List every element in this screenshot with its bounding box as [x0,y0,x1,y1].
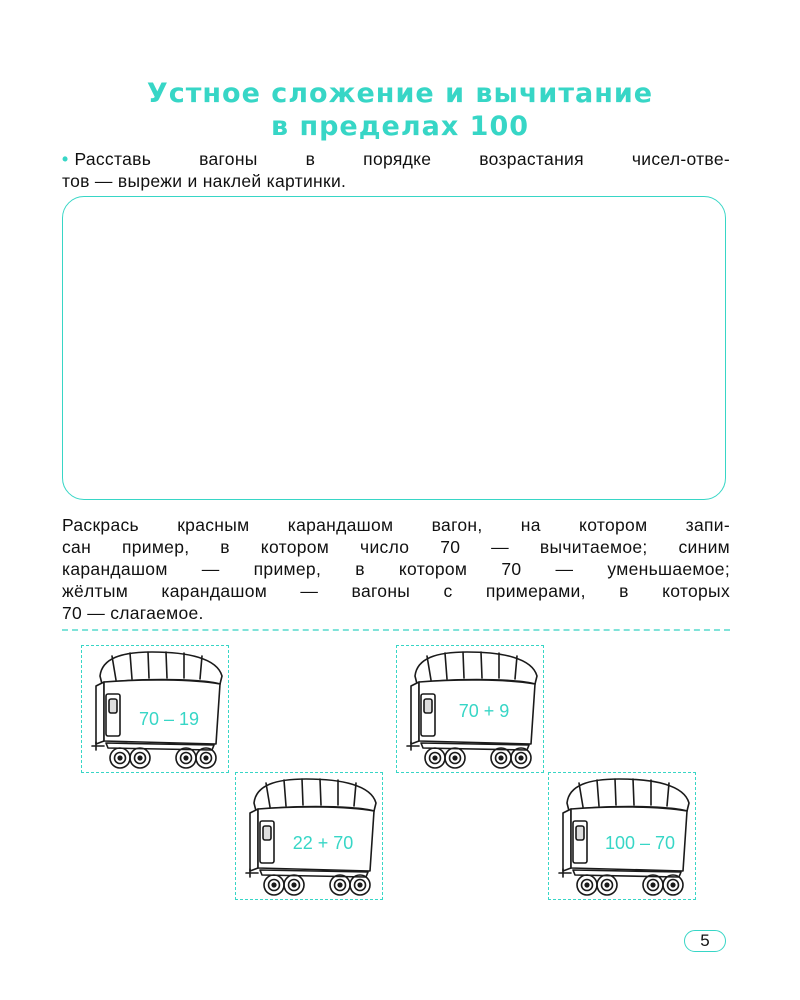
cut-line [62,629,730,631]
wagon-card[interactable] [235,772,383,900]
paragraph-line: 70 — слагаемое. [62,603,204,623]
wagon-card[interactable] [396,645,544,773]
wagon-card[interactable] [81,645,229,773]
paragraph-line: жёлтым карандашом — вагоны с примерами, в которых [62,581,730,601]
bullet-icon: • [62,149,69,169]
instruction-line2: тов — вырежи и наклей картинки. [62,171,347,191]
paragraph-line: Раскрась красным карандашом вагон, на котором запи- [62,515,730,535]
paragraph-line: карандашом — пример, в котором 70 — уменьшаемое; [62,559,730,579]
paragraph-line: сан пример, в котором число 70 — вычитаемое; синим [62,537,730,557]
wagon-expression: 100 – 70 [604,833,676,853]
instruction-line1 [62,148,730,170]
wagon-expression: 22 + 70 [292,833,354,853]
wagon-expression: 70 + 9 [458,701,510,721]
page-number: 5 [684,930,726,952]
wagon-card[interactable] [548,772,696,900]
page-title-line1: Устное сложение и вычитание [146,78,654,109]
instruction-text1: Расставь вагоны в порядке возрастания чисел-отве- [74,149,730,169]
wagon-expression: 70 – 19 [138,709,200,729]
paste-area[interactable] [62,196,726,500]
page-title-line2: в пределах 100 [270,111,530,142]
